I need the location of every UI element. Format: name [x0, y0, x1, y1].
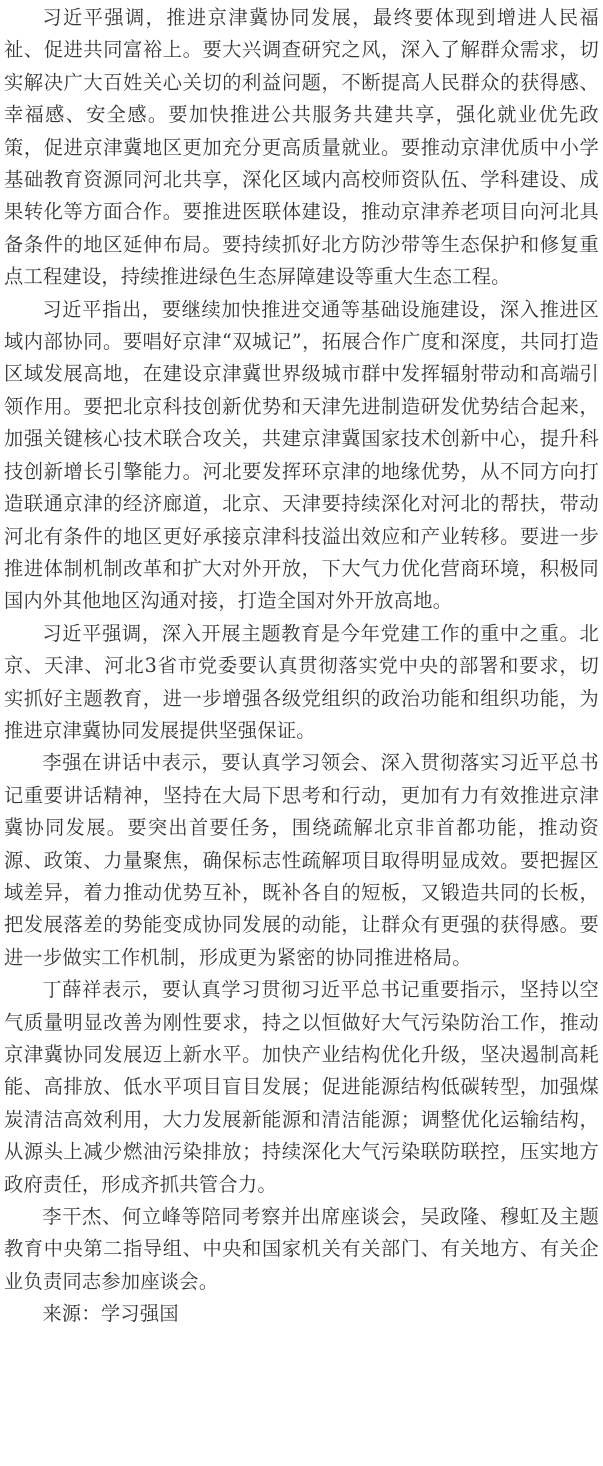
paragraph: 丁薛祥表示，要认真学习贯彻习近平总书记重要指示，坚持以空气质量明显改善为刚性要求，持之以恒做好大气污染防治工作，推动京津冀协同发展迈上新水平。加快产业结构优化升级，坚决遏制高耗能、高排放、低水平项目盲目发展；促进能源结构低碳转型，加强煤炭清洁高效利用，大力发展新能源和清洁能源；调整优化运输结构，从源头上减少燃油污染排放；持续深化大气污染联防联控，压实地方政府责任，形成齐抓共管合力。	[4, 978, 599, 1196]
paragraph: 习近平强调，推进京津冀协同发展，最终要体现到增进人民福祉、促进共同富裕上。要大兴调查研究之风，深入了解群众需求，切实解决广大百姓关心关切的利益问题，不断提高人民群众的获得感、幸福感、安全感。要加快推进公共服务共建共享，强化就业优先政策，促进京津冀地区更加充分更高质量就业。要推动京津优质中小学基础教育资源同河北共享，深化区域内高校师资队伍、学科建设、成果转化等方面合作。要推进医联体建设，推动京津养老项目向河北具备条件的地区延伸布局。要持续抓好北方防沙带等生态保护和修复重点工程建设，持续推进绿色生态屏障建设等重大生态工程。	[4, 6, 599, 289]
article-body	[4, 2, 599, 1331]
paragraph: 习近平指出，要继续加快推进交通等基础设施建设，深入推进区域内部协同。要唱好京津“双城记”，拓展合作广度和深度，共同打造区域发展高地，在建设京津冀世界级城市群中发挥辐射带动和高端引领作用。要把北京科技创新优势和天津先进制造研发优势结合起来，加强关键核心技术联合攻关，共建京津冀国家技术创新中心，提升科技创新增长引擎能力。河北要发挥环京津的地缘优势，从不同方向打造联通京津的经济廊道，北京、天津要持续深化对河北的帮扶，带动河北有条件的地区更好承接京津科技溢出效应和产业转移。要进一步推进体制机制改革和扩大对外开放，下大气力优化营商环境，积极同国内外其他地区沟通对接，打造全国对外开放高地。	[4, 297, 599, 613]
paragraph: 李干杰、何立峰等陪同考察并出席座谈会，吴政隆、穆虹及主题教育中央第二指导组、中央和国家机关有关部门、有关地方、有关企业负责同志参加座谈会。	[4, 1205, 599, 1293]
paragraph: 习近平强调，深入开展主题教育是今年党建工作的重中之重。北京、天津、河北3省市党委要认真贯彻落实党中央的部署和要求，切实抓好主题教育，进一步增强各级党组织的政治功能和组织功能，为推进京津冀协同发展提供坚强保证。	[4, 621, 599, 742]
paragraph: 李强在讲话中表示，要认真学习领会、深入贯彻落实习近平总书记重要讲话精神，坚持在大局下思考和行动，更加有力有效推进京津冀协同发展。要突出首要任务，围绕疏解北京非首都功能，推动资源、政策、力量聚焦，确保标志性疏解项目取得明显成效。要把握区域差异，着力推动优势互补，既补各自的短板，又锻造共同的长板，把发展落差的势能变成协同发展的动能，让群众有更强的获得感。要进一步做实工作机制，形成更为紧密的协同推进格局。	[4, 751, 599, 969]
source-line: 来源：学习强国	[42, 1302, 179, 1326]
